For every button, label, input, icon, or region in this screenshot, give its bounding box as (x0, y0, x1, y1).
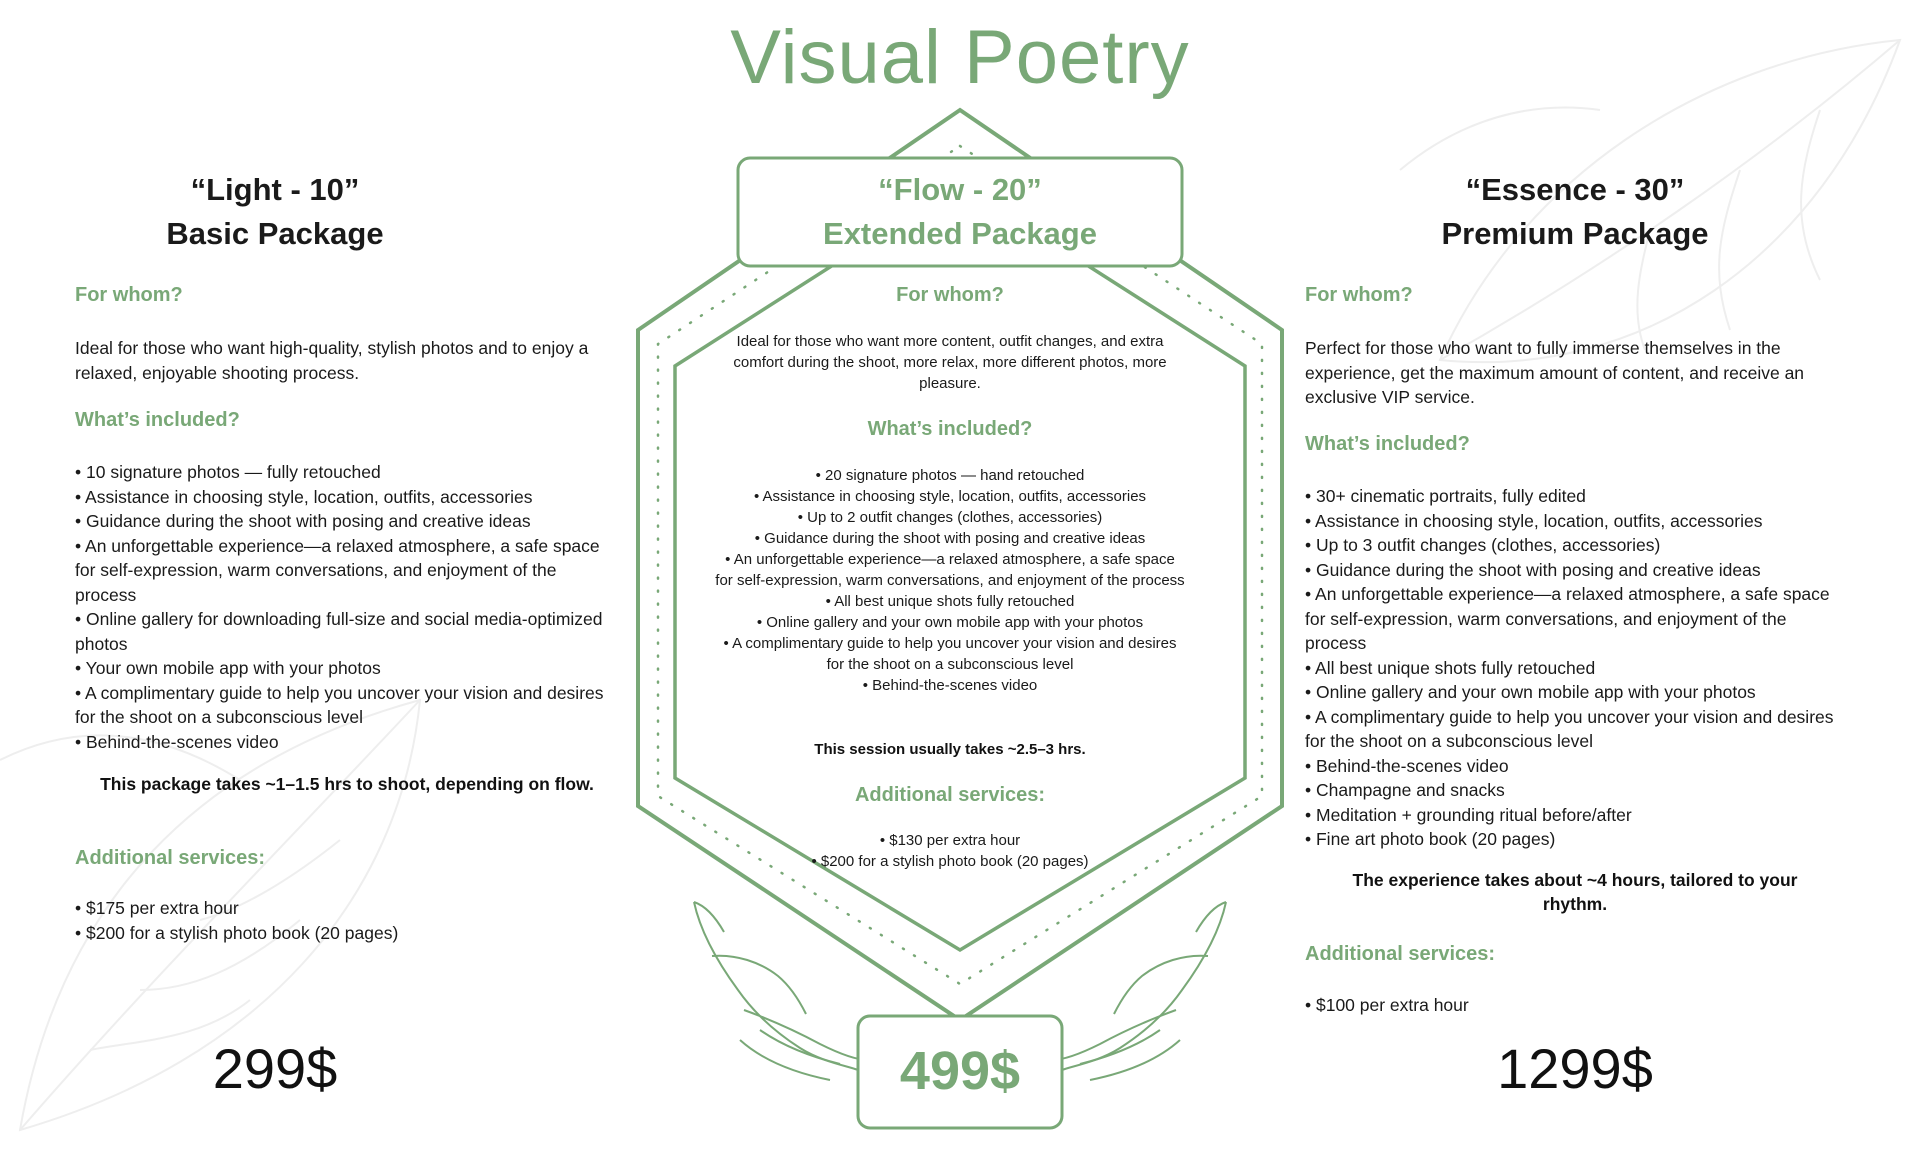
list-item: • A complimentary guide to help you uncover your vision and desires for the shoot on a subconscious level (75, 682, 604, 727)
package-tier: Basic Package (166, 216, 384, 251)
list-item: • Assistance in choosing style, location, outfits, accessories (75, 486, 533, 507)
list-item: • Up to 3 outfit changes (clothes, accessories) (1305, 535, 1661, 555)
list-item: • Guidance during the shoot with posing and creative ideas (75, 511, 531, 531)
included-list (75, 460, 620, 754)
for-whom-text: Ideal for those who want more content, outfit changes, and extra comfort during the shoot, more relax, more different photos, more pleasure. (733, 333, 1167, 392)
price-flow: 499$ (899, 1041, 1021, 1101)
additional-heading: Additional services: (75, 847, 266, 869)
list-item: • Guidance during the shoot with posing and creative ideas (754, 530, 1146, 547)
list-item: • 10 signature photos — fully retouched (75, 462, 381, 482)
list-item: • Meditation + grounding ritual before/after (1305, 804, 1632, 825)
package-essence-header (1400, 168, 1750, 256)
package-name: “Essence - 30” (1465, 172, 1685, 207)
list-item: • Behind-the-scenes video (1305, 755, 1509, 776)
included-heading: What’s included? (867, 418, 1033, 440)
list-item: • Guidance during the shoot with posing and creative ideas (1305, 559, 1761, 580)
for-whom-heading: For whom? (75, 284, 183, 306)
duration-note: This session usually takes ~2.5–3 hrs. (814, 741, 1086, 758)
list-item: • Online gallery for downloading full-size and social media-optimized photos (75, 609, 603, 654)
price-light: 299$ (212, 1037, 338, 1100)
included-heading: What’s included? (1305, 433, 1470, 455)
list-item: • A complimentary guide to help you uncover your vision and desires for the shoot on a subconscious level (723, 635, 1177, 673)
included-list (715, 465, 1185, 696)
additional-heading: Additional services: (1305, 943, 1496, 965)
package-flow-header (740, 168, 1180, 256)
list-item: • $200 for a stylish photo book (20 pages) (811, 853, 1089, 870)
list-item: • All best unique shots fully retouched (1305, 657, 1596, 678)
list-item: • An unforgettable experience—a relaxed atmosphere, a safe space for self-expression, warm conversations, and enjoyment of the process (75, 535, 600, 605)
included-list (1305, 484, 1850, 852)
for-whom-heading: For whom? (896, 284, 1004, 306)
package-tier: Extended Package (823, 216, 1097, 251)
price-essence: 1299$ (1497, 1037, 1653, 1100)
list-item: • 20 signature photos — hand retouched (815, 467, 1085, 484)
for-whom-heading: For whom? (1305, 284, 1413, 306)
list-item: • An unforgettable experience—a relaxed atmosphere, a safe space for self-expression, warm conversations, and enjoyment of the process (1305, 584, 1830, 653)
list-item: • Up to 2 outfit changes (clothes, accessories) (797, 509, 1103, 526)
additional-heading: Additional services: (854, 784, 1046, 806)
list-item: • Assistance in choosing style, location, outfits, accessories (753, 488, 1147, 505)
list-item: • A complimentary guide to help you uncover your vision and desires for the shoot on a subconscious level (1305, 706, 1834, 751)
list-item: • Assistance in choosing style, location, outfits, accessories (1305, 510, 1763, 531)
list-item: • $175 per extra hour (75, 898, 239, 918)
additional-list (715, 830, 1185, 872)
list-item: • Behind-the-scenes video (75, 731, 279, 752)
for-whom-text: Ideal for those who want high-quality, stylish photos and to enjoy a relaxed, enjoyable shooting process. (75, 338, 589, 383)
list-item: • $130 per extra hour (879, 832, 1021, 849)
included-heading: What’s included? (75, 409, 240, 431)
list-item: • Champagne and snacks (1305, 780, 1505, 800)
hands-outline-right-icon (1052, 902, 1226, 1080)
additional-list (75, 896, 620, 945)
package-name: “Light - 10” (190, 172, 360, 207)
duration-note: This package takes ~1–1.5 hrs to shoot, depending on flow. (100, 774, 594, 794)
package-name: “Flow - 20” (878, 172, 1042, 207)
page-title: Visual Poetry (730, 15, 1190, 100)
package-light-header (100, 168, 450, 256)
additional-list (1305, 993, 1850, 1018)
list-item: • 30+ cinematic portraits, fully edited (1305, 486, 1586, 506)
hands-outline-left-icon (694, 902, 868, 1080)
list-item: • Online gallery and your own mobile app with your photos (756, 614, 1144, 631)
list-item: • Your own mobile app with your photos (75, 658, 381, 678)
list-item: • $200 for a stylish photo book (20 pages) (75, 922, 399, 943)
list-item: • An unforgettable experience—a relaxed atmosphere, a safe space for self-expression, warm conversations, and enjoyment of the process (715, 551, 1185, 589)
list-item: • Behind-the-scenes video (862, 677, 1038, 694)
duration-note: The experience takes about ~4 hours, tailored to your rhythm. (1352, 870, 1798, 914)
for-whom-text: Perfect for those who want to fully immerse themselves in the experience, get the maximum amount of content, and receive an exclusive VIP service. (1305, 338, 1805, 407)
list-item: • Online gallery and your own mobile app with your photos (1305, 682, 1756, 702)
package-tier: Premium Package (1441, 216, 1709, 251)
list-item: • Fine art photo book (20 pages) (1305, 829, 1556, 849)
list-item: • $100 per extra hour (1305, 995, 1469, 1015)
list-item: • All best unique shots fully retouched (825, 593, 1075, 610)
